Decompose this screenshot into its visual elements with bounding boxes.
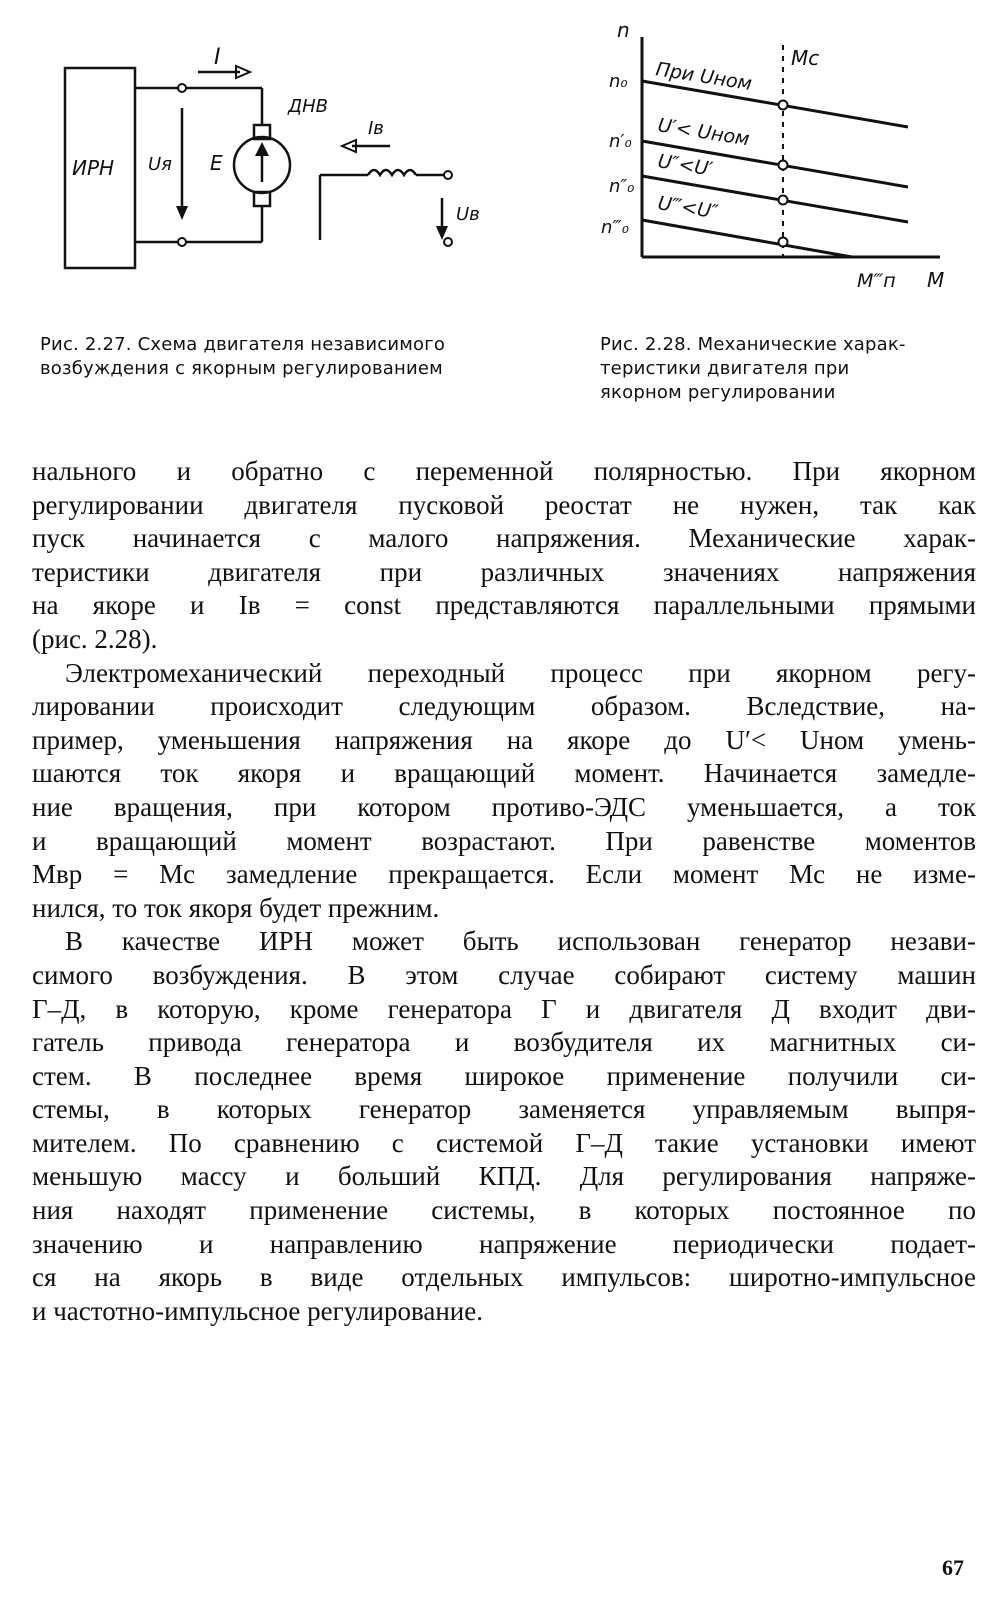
load-torque-label: Mc [791,46,820,70]
caption-line: возбуждения с якорным регулированием [40,358,443,379]
text-line: Mвр = Mс замедление прекращается. Если момент Mс не изме- [32,859,976,890]
y-tick-n0-double-prime: n″₀ [609,176,635,197]
text-line: (рис. 2.28). [32,623,158,654]
current-label: I [214,45,221,70]
emf-label: E [210,151,223,175]
text-line: ние вращения, при котором противо-ЭДС уменьшается, а ток [32,791,976,822]
caption-line: теристики двигателя при [600,358,850,379]
characteristic-line-4 [642,220,852,257]
field-voltage-label: Uв [456,204,480,225]
text-line: нального и обратно с переменной полярностью. При якорном [32,456,976,486]
caption-line: Рис. 2.28. Механические харак- [600,334,906,355]
text-line: значению и направлению напряжение периодически подает- [32,1228,976,1259]
line-label-2: U′< Uном [656,114,751,151]
armature-voltage-label: Uя [148,154,173,175]
text-line: регулировании двигателя пусковой реостат не нужен, так как [32,489,976,520]
text-line: шаются ток якоря и вращающий момент. Начинается замедле- [32,758,976,789]
text-line: Электромеханический переходный процесс при якорном регу- [65,657,976,688]
text-line: ния находят применение системы, в которых постоянное по [32,1195,976,1226]
page-number: 67 [942,1555,964,1580]
text-line: гатель привода генератора и возбудителя их магнитных си- [32,1027,976,1058]
paragraph-2 [32,657,976,926]
text-line: стем. В последнее время широкое применение получили си- [32,1060,976,1091]
text-line: симого возбуждения. В этом случае собирают систему машин [32,959,976,990]
motor-label: ДНВ [288,96,328,117]
body-text [32,455,976,1328]
line-label-1: При Uном [654,58,754,96]
text-line: меньшую массу и больший КПД. Для регулирования напряже- [32,1161,976,1192]
text-line: В качестве ИРН может быть использован генератор незави- [65,926,976,957]
line-label-4: U‴<U″ [656,192,720,224]
y-tick-n0-prime: n′₀ [609,131,632,152]
text-line: стемы, в которых генератор заменяется управляемым выпря- [32,1094,976,1125]
figure-2-27-circuit [50,30,480,280]
text-line: и вращающий момент возрастают. При равенстве моментов [32,825,976,856]
start-torque-label: M‴п [857,270,896,292]
figure-2-28-caption [600,333,960,405]
field-current-label: Iв [368,118,384,139]
text-line: на якоре и Iв = const представляются параллельными прямыми [32,590,976,621]
source-label: ИРН [72,156,115,180]
text-line: лировании происходит следующим образом. Вследствие, на- [32,691,976,722]
paragraph-3 [32,925,976,1328]
paragraph-1 [32,455,976,657]
line-label-3: U″<U′ [656,150,715,181]
caption-line: Рис. 2.27. Схема двигателя независимого [40,334,446,355]
text-line: пример, уменьшения напряжения на якоре до U′< Uном умень- [32,724,976,755]
text-line: Г–Д, в которую, кроме генератора Г и двигателя Д входит дви- [32,993,976,1024]
y-tick-n0: n₀ [609,71,628,92]
y-tick-n0-triple-prime: n‴₀ [601,217,629,238]
text-line: пуск начинается с малого напряжения. Механические харак- [32,523,976,554]
text-line: теристики двигателя при различных значениях напряжения [32,556,976,587]
x-axis-label: M [927,268,945,292]
text-line: нился, то ток якоря будет прежним. [32,892,440,923]
figure-2-28-characteristics [595,15,965,295]
figure-2-27-caption [40,333,530,381]
y-axis-label: n [617,18,630,42]
text-line: ся на якорь в виде отдельных импульсов: широтно-импульсное [32,1262,976,1293]
text-line: мителем. По сравнению с системой Г–Д такие установки имеют [32,1127,976,1158]
caption-line: якорном регулировании [600,382,836,403]
text-line: и частотно-импульсное регулирование. [32,1295,483,1326]
